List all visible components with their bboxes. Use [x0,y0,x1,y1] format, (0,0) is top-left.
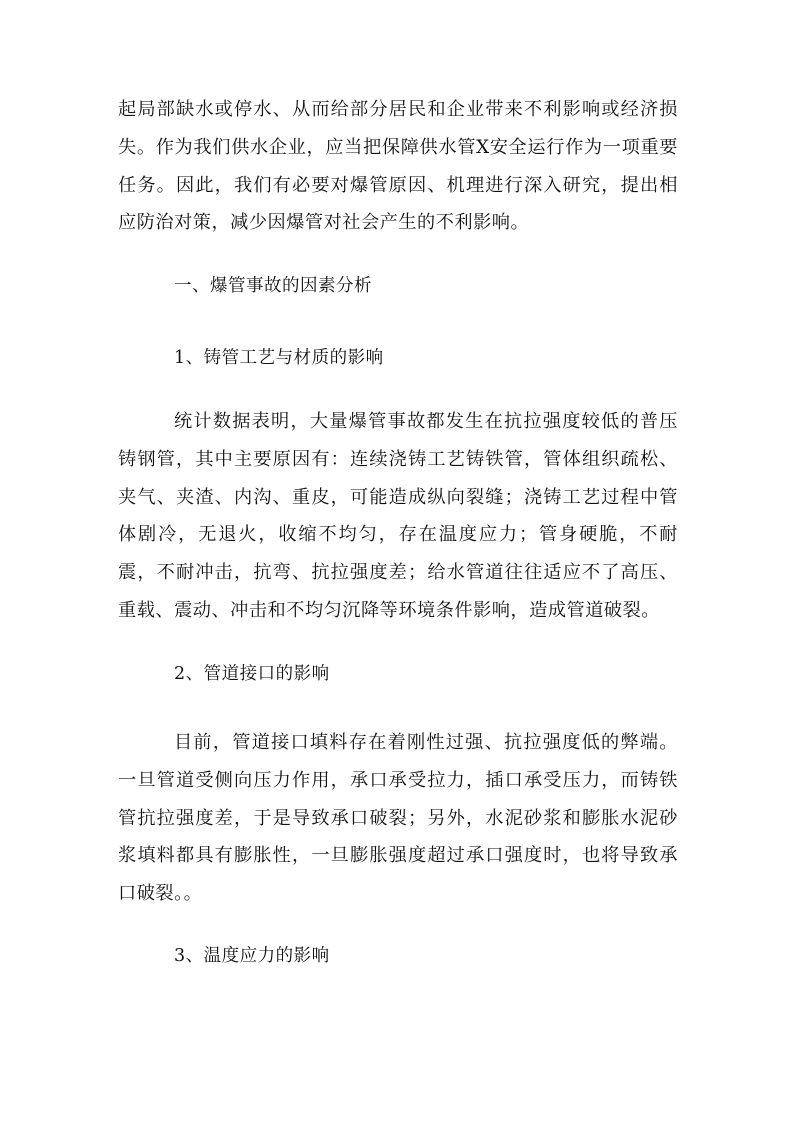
subsection-1-paragraph: 统计数据表明，大量爆管事故都发生在抗拉强度较低的普压铸钢管，其中主要原因有：连续浇铸工艺铸铁管，管体组织疏松、夹气、夹渣、内沟、重皮，可能造成纵向裂缝；浇铸工艺过程中管体剧冷，无退火，收缩不均匀，存在温度应力；管身硬脆，不耐震，不耐冲击，抗弯、抗拉强度差；给水管道往往适应不了高压、重载、震动、冲击和不均匀沉降等环境条件影响，造成管道破裂。 [118,411,678,621]
section-heading: 一、爆管事故的因素分析 [174,276,372,296]
subsection-3-heading: 3、温度应力的影响 [174,946,330,966]
subsection-2-heading: 2、管道接口的影响 [174,664,330,684]
subsection-2-paragraph: 目前，管道接口填料存在着刚性过强、抗拉强度低的弊端。一旦管道受侧向压力作用，承口承受拉力，插口承受压力，而铸铁管抗拉强度差，于是导致承口破裂；另外，水泥砂浆和膨胀水泥砂浆填料都具有膨胀性，一旦膨胀强度超过承口强度时，也将导致承口破裂。。 [118,732,678,905]
subsection-1-heading: 1、铸管工艺与材质的影响 [174,348,384,368]
intro-paragraph: 起局部缺水或停水、从而给部分居民和企业带来不利影响或经济损失。作为我们供水企业，应当把保障供水管X安全运行作为一项重要任务。因此，我们有必要对爆管原因、机理进行深入研究，提出相应防治对策，减少因爆管对社会产生的不利影响。 [118,99,678,234]
